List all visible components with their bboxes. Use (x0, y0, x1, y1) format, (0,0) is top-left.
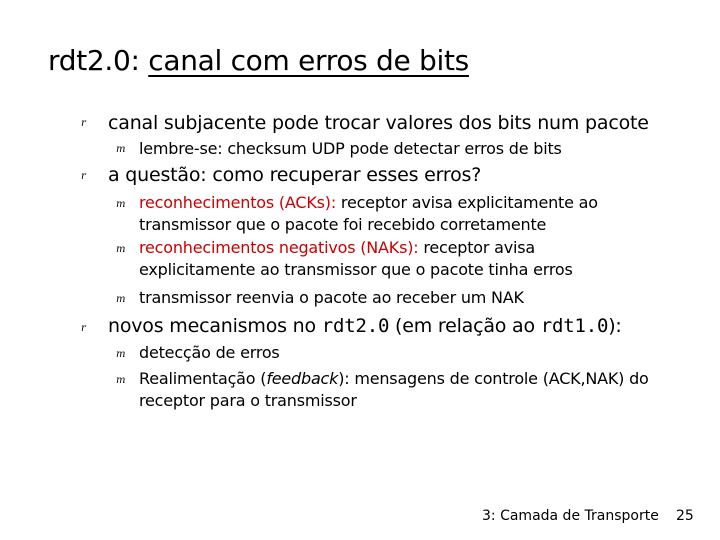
bullet-marker-2: r (81, 171, 86, 182)
sub-bullet-marker-2-3: m (116, 294, 126, 305)
slide-title (48, 44, 469, 77)
naks-description: receptor avisa explicitamente ao transmissor que o pacote tinha erros (139, 238, 573, 279)
bullet-3-part-3: ): (608, 315, 622, 337)
bullet-marker-1: r (81, 118, 86, 129)
acks-term: reconhecimentos (ACKs): (139, 193, 337, 212)
bullet-2-sub-3: transmissor reenvia o pacote ao receber um NAK (139, 288, 524, 307)
bullet-2-sub-2 (139, 237, 639, 281)
bullet-3-sub-1: detecção de erros (139, 343, 280, 362)
feedback-part-b: ): mensagens de controle (ACK,NAK) do receptor para o transmissor (139, 369, 649, 410)
bullet-1-text: canal subjacente pode trocar valores dos bits num pacote (108, 112, 649, 134)
acks-description: receptor avisa explicitamente ao transmissor que o pacote foi recebido corretamente (139, 193, 598, 234)
bullet-3-text (108, 315, 622, 337)
sub-bullet-marker-2-1: m (116, 199, 126, 210)
feedback-part-a: Realimentação ( (139, 369, 267, 388)
code-rdt10: rdt1.0 (540, 315, 609, 337)
sub-bullet-marker-3-2: m (116, 375, 126, 386)
page-number: 25 (676, 508, 694, 524)
bullet-3-sub-2 (139, 368, 699, 412)
code-rdt20: rdt2.0 (321, 315, 390, 337)
bullet-2-sub-1 (139, 192, 639, 236)
bullet-2-text: a questão: como recuperar esses erros? (108, 164, 482, 186)
sub-bullet-marker-1-1: m (116, 144, 126, 155)
bullet-3-part-1: novos mecanismos no (108, 315, 322, 337)
title-underlined: canal com erros de bits (148, 44, 469, 77)
sub-bullet-marker-3-1: m (116, 349, 126, 360)
title-prefix: rdt2.0: (48, 44, 149, 77)
bullet-1-sub-1: lembre-se: checksum UDP pode detectar erros de bits (139, 139, 562, 158)
naks-term: reconhecimentos negativos (NAKs): (139, 238, 419, 257)
footer-chapter: 3: Camada de Transporte (482, 508, 659, 524)
bullet-3-part-2: (em relação ao (389, 315, 541, 337)
sub-bullet-marker-2-2: m (116, 244, 126, 255)
feedback-term: feedback (266, 369, 339, 388)
bullet-marker-3: r (81, 323, 86, 334)
